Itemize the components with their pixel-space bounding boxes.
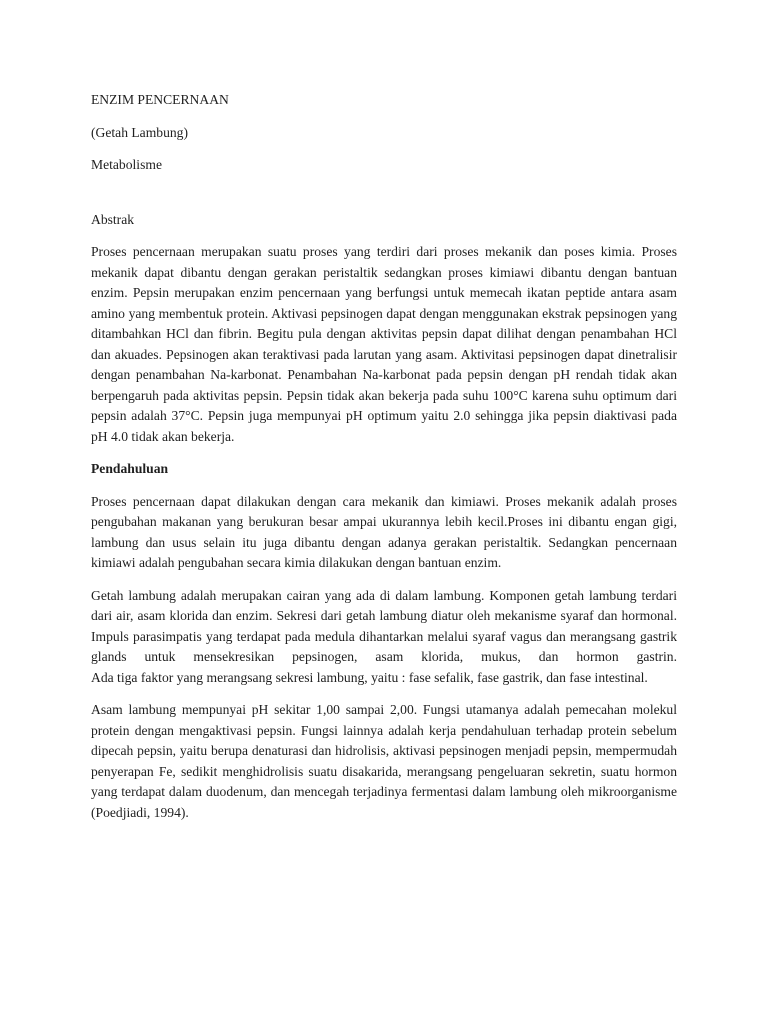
intro-paragraph-3: Asam lambung mempunyai pH sekitar 1,00 sampai 2,00. Fungsi utamanya adalah pemecahan molekul protein dengan mengaktivasi pepsin. Fungsi lainnya adalah kerja pendahuluan terhadap protein sebelum dipecah pepsin, yaitu berupa denaturasi dan hidrolisis, aktivasi pepsinogen menjadi pepsin, mempermudah penyerapan Fe, sedikit menghidrolisis suatu disakarida, merangsang pengeluaran sekretin, suatu hormon yang terdapat dalam duodenum, dan mencegah terjadinya fermentasi dalam lambung oleh mikroorganisme (Poedjiadi, 1994). (91, 702, 677, 820)
document-page (91, 90, 677, 835)
abstract-heading: Abstrak (91, 211, 135, 227)
intro-heading: Pendahuluan (91, 461, 169, 476)
intro-paragraph-2: Getah lambung adalah merupakan cairan yang ada di dalam lambung. Komponen getah lambung terdari dari air, asam klorida dan enzim. Sekresi dari getah lambung diatur oleh mekanisme syaraf dan hormonal. Impuls parasimpatis yang terdapat pada medula dihantarkan melalui syaraf vagus dan merangsang gastrik glands untuk mensekresikan pepsinogen, asam klorida, mukus, dan hormon gastrin. (91, 587, 677, 664)
document-title: ENZIM PENCERNAAN (91, 92, 229, 107)
document-subtitle: (Getah Lambung) (91, 124, 189, 140)
document-category: Metabolisme (91, 157, 162, 172)
intro-paragraph-2-block (91, 586, 677, 689)
intro-paragraph-2b: Ada tiga faktor yang merangsang sekresi lambung, yaitu : fase sefalik, fase gastrik, dan fase intestinal. (91, 669, 648, 685)
intro-paragraph-1: Proses pencernaan dapat dilakukan dengan cara mekanik dan kimiawi. Proses mekanik adalah proses pengubahan makanan yang berukuran besar ampai ukurannya lebih kecil.Proses ini dibantu engan gigi, lambung dan usus selain itu juga dibantu dengan adanya gerakan peristaltik. Sedangkan pencernaan kimiawi adalah pengubahan secara kimia dilakukan dengan bantuan enzim. (91, 493, 677, 570)
abstract-paragraph: Proses pencernaan merupakan suatu proses yang terdiri dari proses mekanik dan poses kimia. Proses mekanik dapat dibantu dengan gerakan peristaltik sedangkan proses kimiawi dibantu dengan bantuan enzim. Pepsin merupakan enzim pencernaan yang berfungsi untuk memecah ikatan peptide antara asam amino yang membentuk protein. Aktivasi pepsinogen dapat dengan menggunakan ekstrak pepsinogen yang ditambahkan HCl dan fibrin. Begitu pula dengan aktivitas pepsin dapat dilihat dengan penambahan HCl dan akuades. Pepsinogen akan teraktivasi pada larutan yang asam. Aktivitasi pepsinogen dapat dinetralisir dengan penambahan Na-karbonat. Penambahan Na-karbonat pada pepsin dengan pH rendah tidak akan berpengaruh pada aktivitas pepsin. Pepsin tidak akan bekerja pada suhu 100°C karena suhu optimum dari pepsin adalah 37°C. Pepsin juga mempunyai pH optimum yaitu 2.0 sehingga jika pepsin diaktivasi pada pH 4.0 tidak akan bekerja. (91, 244, 677, 444)
